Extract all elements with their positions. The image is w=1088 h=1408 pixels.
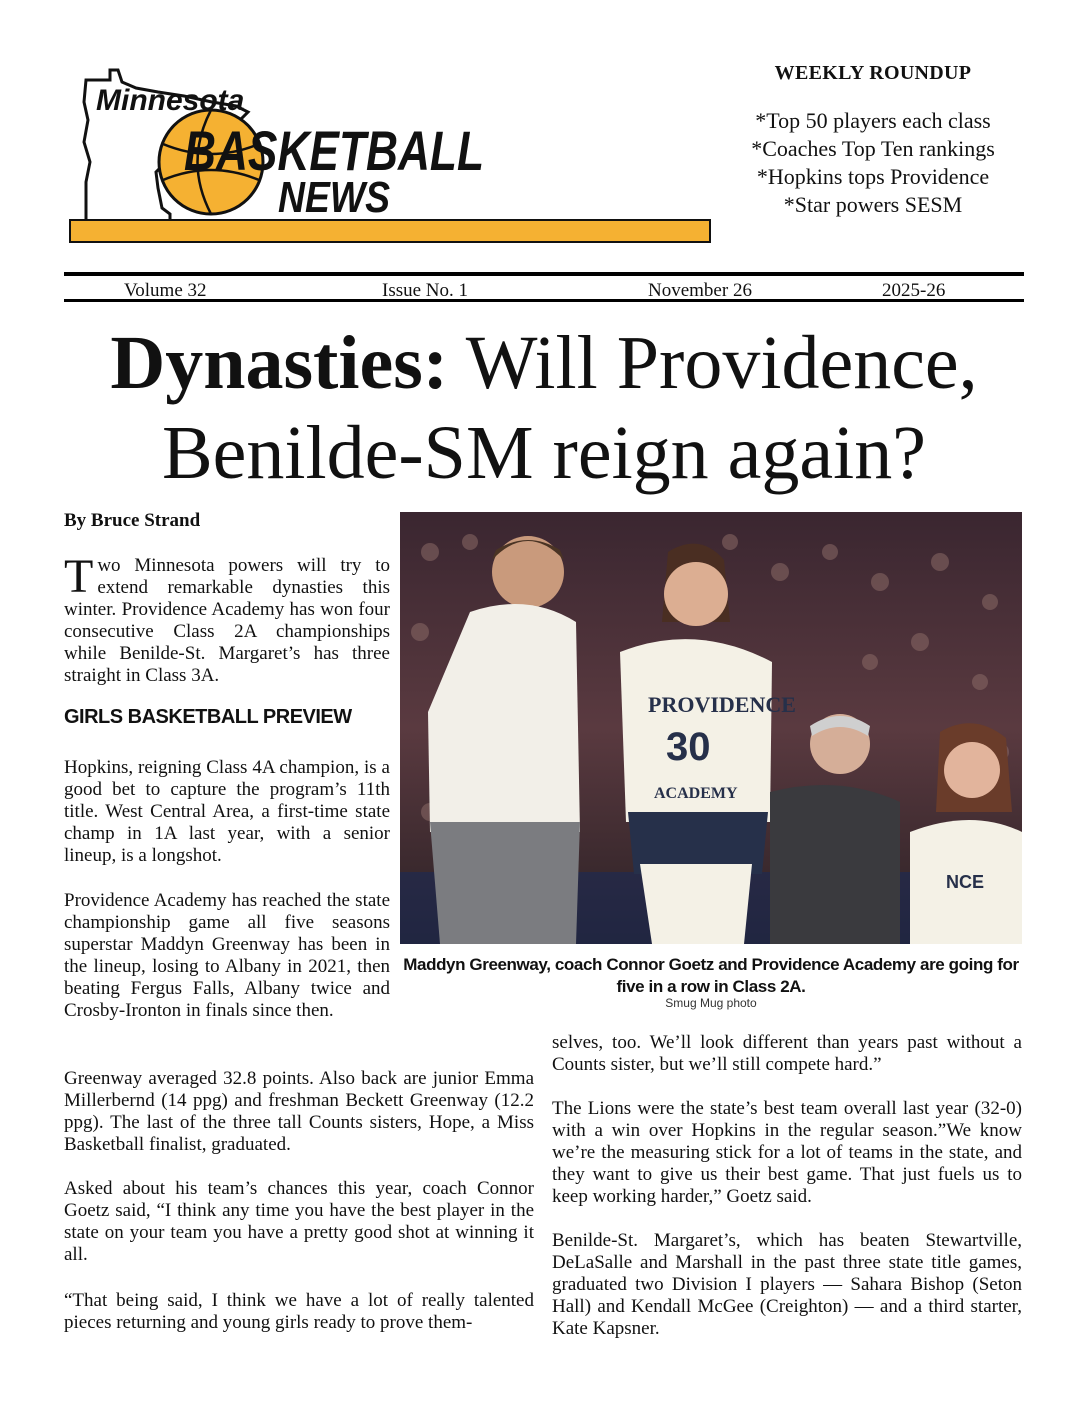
article-paragraph: The Lions were the state’s best team overall last year (32-0) with a win over Hopkins in the regular season.”We know we’re the measuring stick for a lot of teams in the state, and they want to give us their best game. That just fuels us to keep working harder,” Goetz said. xyxy=(552,1098,1022,1207)
masthead-line1: Minnesota xyxy=(96,84,245,117)
article-paragraph: Providence Academy has reached the state championship game all five seasons superstar Maddyn Greenway has been in the lineup, losing to Albany in 2021, then beating Fergus Falls, Albany twice and Crosby-Ironton in finals since then. xyxy=(64,890,390,1021)
issue-date: November 26 xyxy=(648,280,752,301)
drop-cap: T xyxy=(64,550,94,603)
section-subhead: GIRLS BASKETBALL PREVIEW xyxy=(64,706,352,728)
masthead-line3: NEWS xyxy=(278,173,390,222)
volume-label: Volume 32 xyxy=(124,280,207,301)
jersey-number: 30 xyxy=(666,725,711,769)
article-photo xyxy=(400,512,1022,944)
jersey-team: PROVIDENCE xyxy=(648,692,796,717)
roundup-item: *Coaches Top Ten rankings xyxy=(751,136,995,161)
article-paragraph: “That being said, I think we have a lot of really talented pieces returning and young girls ready to prove them- xyxy=(64,1290,534,1333)
weekly-roundup xyxy=(728,62,1018,219)
masthead-line2: BASKETBALL xyxy=(184,119,484,182)
issue-bar xyxy=(64,272,1024,302)
jersey-bottom: ACADEMY xyxy=(654,785,738,802)
roundup-item: *Top 50 players each class xyxy=(755,108,991,133)
issue-season: 2025-26 xyxy=(882,280,946,301)
article-paragraph: Benilde-St. Margaret’s, which has beaten Stewartville, DeLaSalle and Marshall in the past three state title games, graduated two Division I players — Sahara Bishop (Seton Hall) and Kendall McGee (Creighton) — and a third starter, Kate Kapsner. xyxy=(552,1230,1022,1339)
issue-number: Issue No. 1 xyxy=(382,280,469,301)
roundup-item: *Hopkins tops Providence xyxy=(756,164,990,189)
roundup-list xyxy=(728,107,1018,219)
headline-bold: Dynasties: xyxy=(110,321,449,405)
article-paragraph: Greenway averaged 32.8 points. Also back are junior Emma Millerbernd (14 ppg) and freshman Beckett Greenway (12.2 ppg). The last of the three tall Counts sisters, Hope, a Miss Basketball finalist, graduated. xyxy=(64,1068,534,1155)
article-paragraph: selves, too. We’ll look different than years past without a Counts sister, but we’ll still compete hard.” xyxy=(552,1032,1022,1075)
headline-rest: Will Providence, xyxy=(448,321,978,405)
article-paragraph: Hopkins, reigning Class 4A champion, is a good bet to capture the program’s 11th title. West Central Area, a first-time state champ in 1A last year, with a senior lineup, is a longshot. xyxy=(64,757,390,866)
byline: By Bruce Strand xyxy=(64,510,201,531)
bench-jersey: NCE xyxy=(946,872,985,892)
masthead-logo xyxy=(66,62,716,247)
headline xyxy=(40,318,1048,498)
photo-credit: Smug Mug photo xyxy=(665,996,757,1010)
headline-line2: Benilde-SM reign again? xyxy=(161,411,926,495)
roundup-item: *Star powers SESM xyxy=(783,192,963,217)
article-paragraph: Two Minnesota powers will try to extend remarkable dynasties this winter. Providence Academy has won four consecutive Class 2A championships while Benilde-St. Margaret’s has three straight in Class 3A. xyxy=(64,550,390,686)
photo-caption: Maddyn Greenway, coach Connor Goetz and Providence Academy are going for five in a row in Class 2A. xyxy=(403,955,1019,996)
article-paragraph: Asked about his team’s chances this year, coach Connor Goetz said, “I think any time you have the best player in the state on your team you have a pretty good shot at winning it all. xyxy=(64,1178,534,1265)
roundup-title: WEEKLY ROUNDUP xyxy=(774,62,972,84)
